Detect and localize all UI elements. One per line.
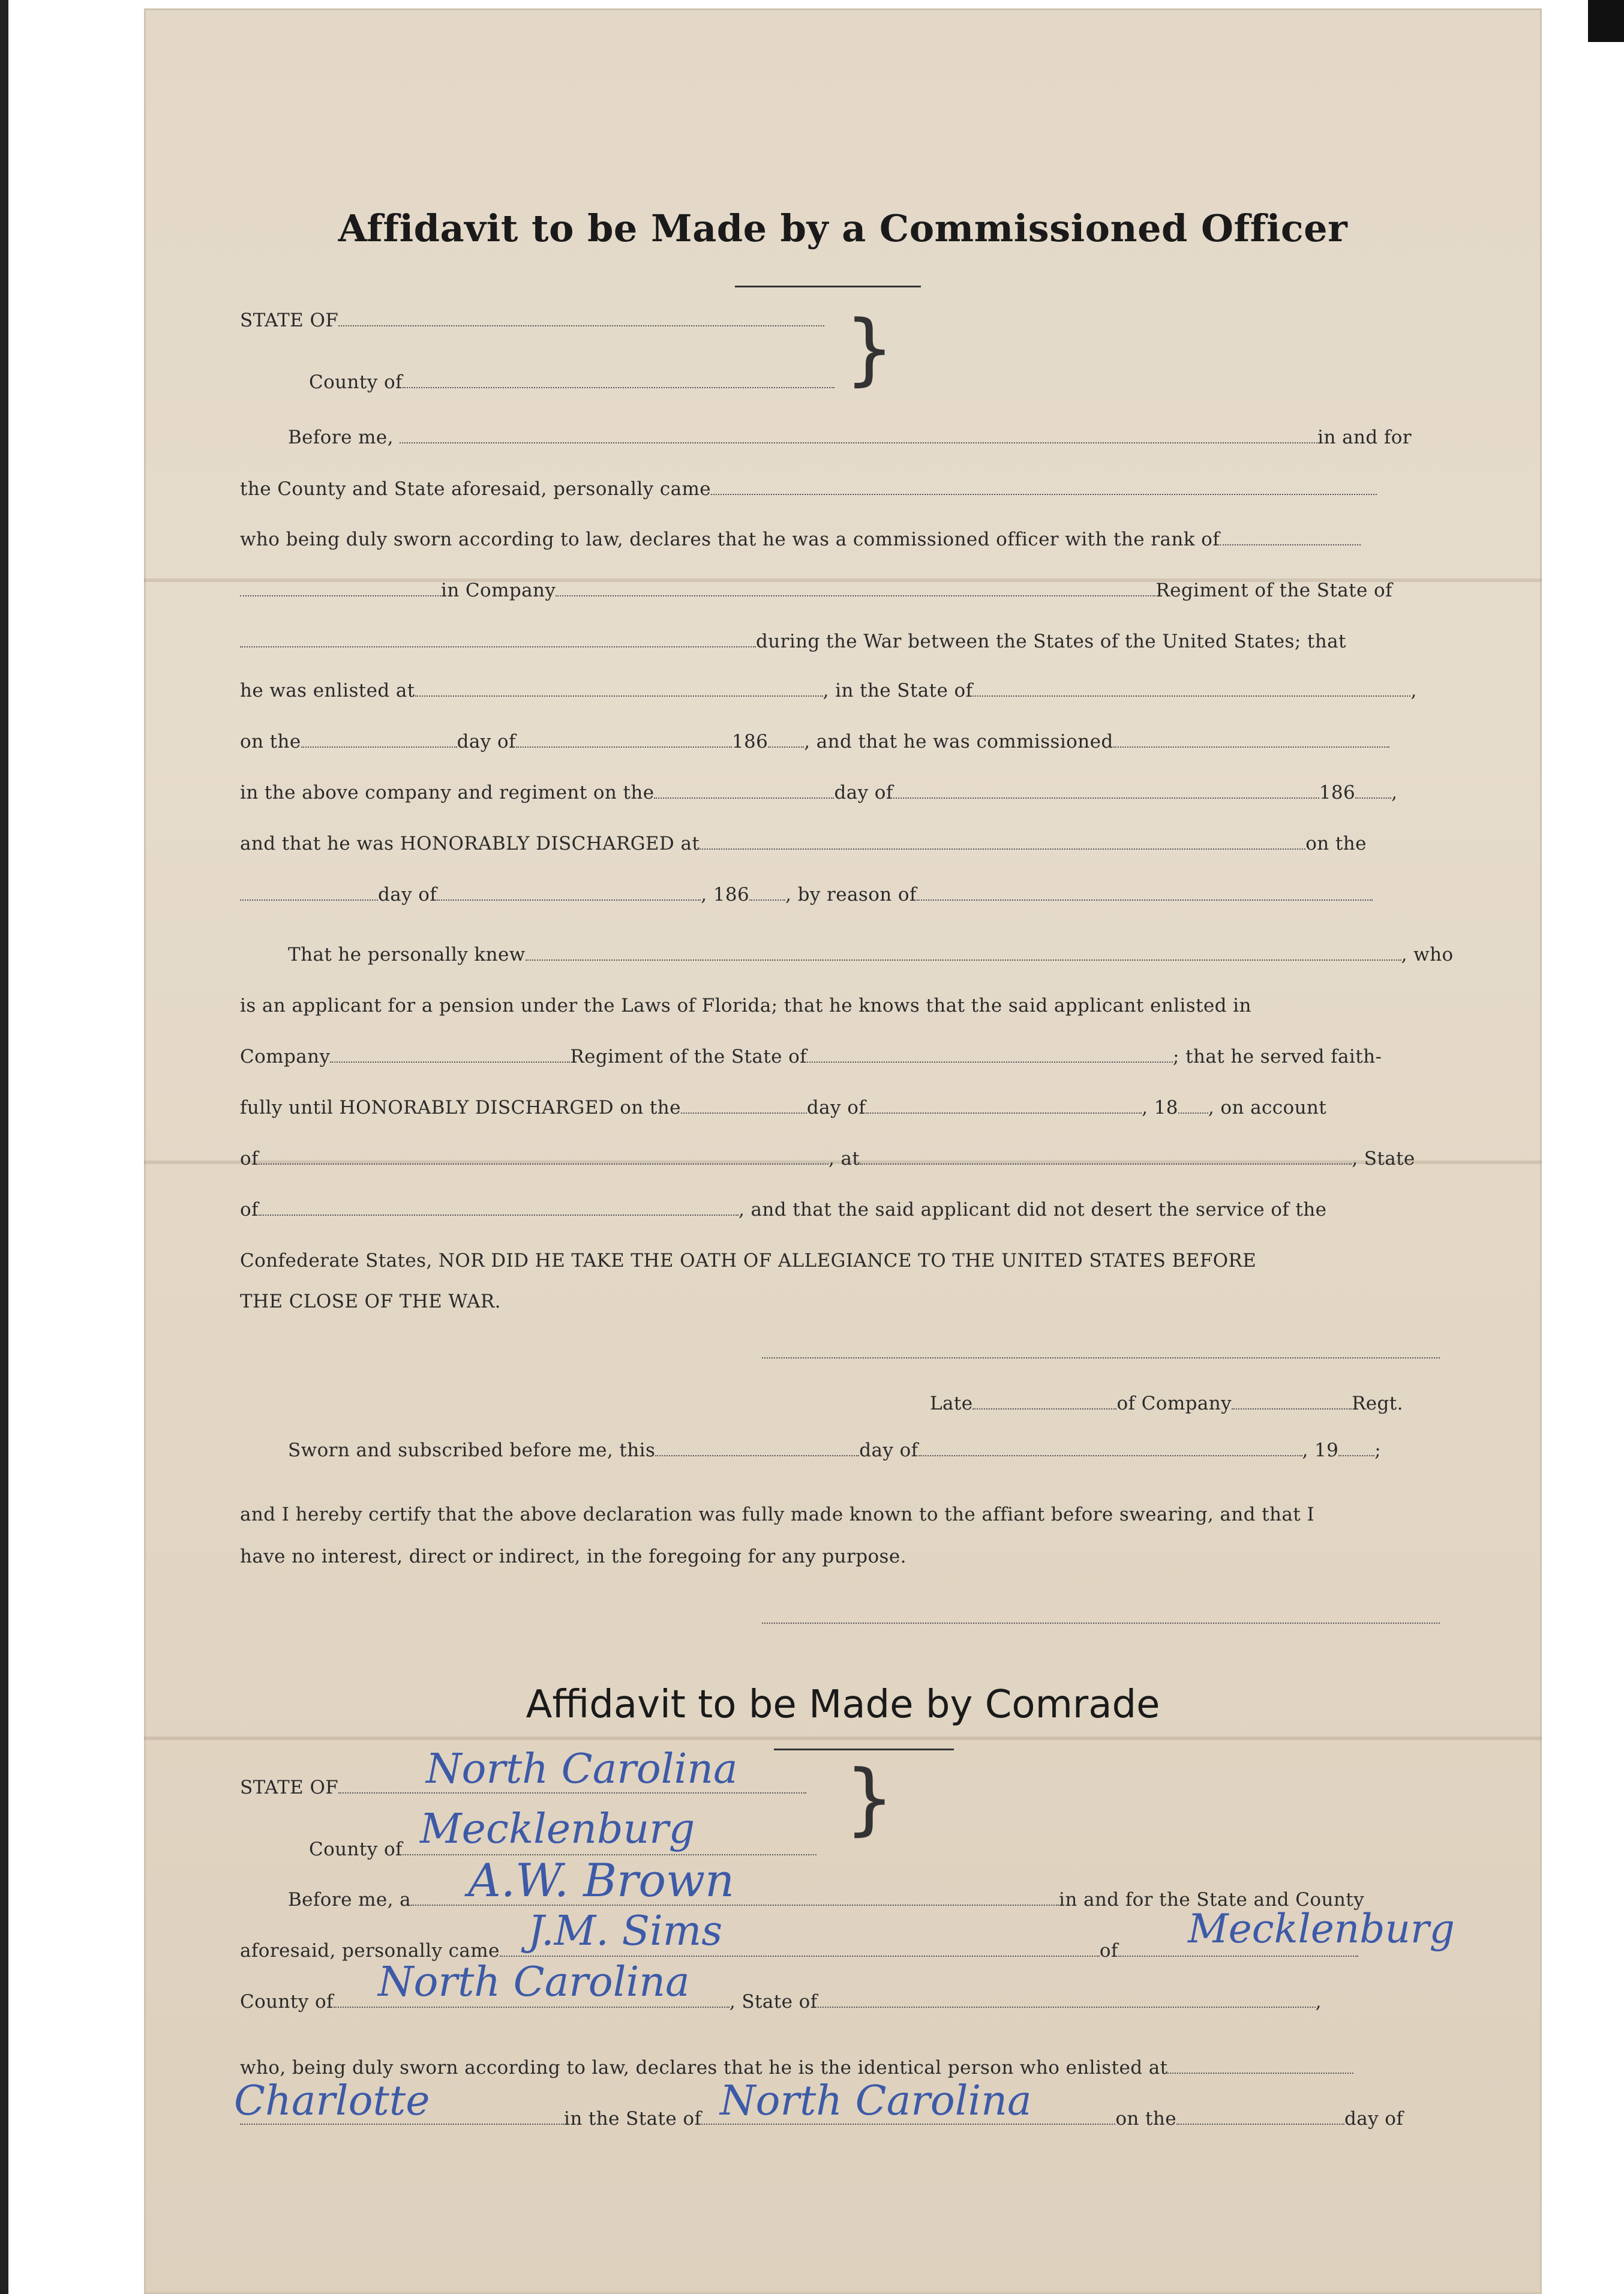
desert-line: of , and that the said applicant did not desert the service of the [240,1195,1440,1225]
state-field[interactable] [338,307,824,326]
handwritten-affiant-name: J.M. Sims [528,1908,723,1955]
comrade-state-of-field[interactable] [818,1989,1316,2008]
discharged-at-field[interactable] [700,830,1305,850]
late-field[interactable] [972,1390,1116,1410]
discharged-at-line: and that he was HONORABLY DISCHARGED at on the [240,829,1440,859]
brace: } [845,303,894,394]
handwritten-enlisted-at: Charlotte [234,2077,430,2125]
officer-signature-line[interactable] [762,1357,1440,1359]
before-me-field[interactable] [400,424,1317,443]
enlist-month-field[interactable] [516,728,732,748]
handwritten-county-of: North Carolina [378,1959,690,2006]
knew-field[interactable] [526,941,1401,961]
scan-edge-shadow [0,0,8,2294]
close-of-war-line: THE CLOSE OF THE WAR. [240,1291,501,1312]
enlist-day-field[interactable] [301,728,457,748]
commission-date-line: in the above company and regiment on the day of 186 , [240,778,1440,808]
discharge-reason-field[interactable] [917,881,1373,901]
county-label: County of [309,371,403,393]
company-regiment-line: in Company Regiment of the State of [240,575,1440,605]
state-of-field[interactable] [259,1197,739,1216]
served-day-field[interactable] [681,1094,807,1114]
late-company-line: Late of Company Regt. [240,1389,1440,1419]
commission-day-field[interactable] [654,779,834,799]
handwritten-county: Mecklenburg [420,1806,695,1853]
comrade-enlisted-field[interactable] [1167,2055,1353,2074]
discharge-day-field[interactable] [240,881,378,901]
comrade-county-of-line: County of , State of , [240,1987,1440,2017]
sworn-day-field[interactable] [655,1437,859,1456]
affidavit-paper [144,8,1542,2294]
applicant-company-line: Company Regiment of the State of ; that he served faith- [240,1042,1440,1072]
comrade-state-line: STATE OF [240,1773,1440,1803]
brace: } [845,1753,894,1844]
notary-signature-line[interactable] [762,1623,1440,1624]
commission-year-field[interactable] [1355,779,1391,799]
certify-line-2: have no interest, direct or indirect, in the foregoing for any purpose. [240,1546,906,1567]
before-me-line: Before me, in and for [240,422,1488,452]
enlisted-at-line: he was enlisted at , in the State of , [240,676,1440,706]
state-of-line [240,305,1440,335]
title-rule [735,286,921,287]
applicant-line: is an applicant for a pension under the Laws of Florida; that he knows that the said applicant enlisted in [240,995,1251,1016]
enlist-date-line: on the day of 186 , and that he was commissioned [240,727,1440,757]
discharge-year-field[interactable] [749,881,785,901]
comrade-affidavit-title: Affidavit to be Made by Comrade [526,1683,1160,1727]
handwritten-officer-name: A.W. Brown [468,1854,735,1907]
personally-knew-line: That he personally knew , who [240,940,1488,970]
commissioned-field[interactable] [1113,728,1389,748]
company-number-field[interactable] [240,577,441,596]
comrade-county-line: County of [240,1834,1509,1864]
sworn-subscribed-line: Sworn and subscribed before me, this day of , 19 ; [240,1435,1488,1465]
discharge-month-field[interactable] [437,881,701,901]
comrade-before-me-line: Before me, a in and for the State and County [240,1885,1488,1915]
comrade-sworn-line: who, being duly sworn according to law, declares that he is the identical person who enlisted at [240,2053,1440,2083]
oath-line: Confederate States, NOR DID HE TAKE THE OATH OF ALLEGIANCE TO THE UNITED STATES BEFORE [240,1250,1257,1272]
company-field[interactable] [556,577,1155,596]
personally-came-field[interactable] [711,476,1377,495]
served-year-field[interactable] [1178,1094,1208,1114]
handwritten-of-place: Mecklenburg [1188,1906,1455,1952]
served-month-field[interactable] [866,1094,1142,1114]
title-rule [774,1749,954,1750]
war-line: during the War between the States of the United States; that [240,626,1440,656]
handwritten-state: North Carolina [426,1746,738,1793]
account-at-field[interactable] [860,1145,1352,1165]
enlisted-at-field[interactable] [415,677,823,697]
enlist-year-field[interactable] [768,728,804,748]
handwritten-enlisted-state: North Carolina [720,2077,1032,2125]
certify-line-1: and I hereby certify that the above declaration was fully made known to the affiant before swearing, and that I [240,1504,1314,1525]
officer-affidavit-title: Affidavit to be Made by a Commissioned Officer [338,206,1348,250]
rank-line: who being duly sworn according to law, declares that he was a commissioned officer with the rank of [240,524,1440,554]
sworn-month-field[interactable] [918,1437,1302,1456]
applicant-state-field[interactable] [807,1043,1173,1063]
scan-corner [1588,0,1624,42]
enlisted-state-field[interactable] [972,677,1410,697]
comrade-on-the-field[interactable] [1176,2106,1344,2125]
applicant-company-field[interactable] [330,1043,570,1063]
served-until-line: fully until HONORABLY DISCHARGED on the day of , 18 , on account [240,1093,1440,1123]
comrade-enlisted-line: in the State of on the day of [240,2104,1440,2134]
late-company-field[interactable] [1232,1390,1352,1410]
personally-came-line: the County and State aforesaid, personally came [240,474,1440,504]
account-of-line: of , at , State [240,1144,1440,1174]
state-regiment-field[interactable] [240,628,756,647]
rank-field[interactable] [1220,526,1361,545]
state-label: STATE OF [240,310,339,331]
fold-crease [144,1737,1542,1740]
comrade-personally-came-line: aforesaid, personally came of [240,1936,1440,1966]
county-field[interactable] [403,369,834,388]
sworn-year-field[interactable] [1338,1437,1374,1456]
discharge-date-line: day of , 186 , by reason of [240,880,1440,910]
account-of-field[interactable] [259,1145,828,1165]
commission-month-field[interactable] [893,779,1319,799]
